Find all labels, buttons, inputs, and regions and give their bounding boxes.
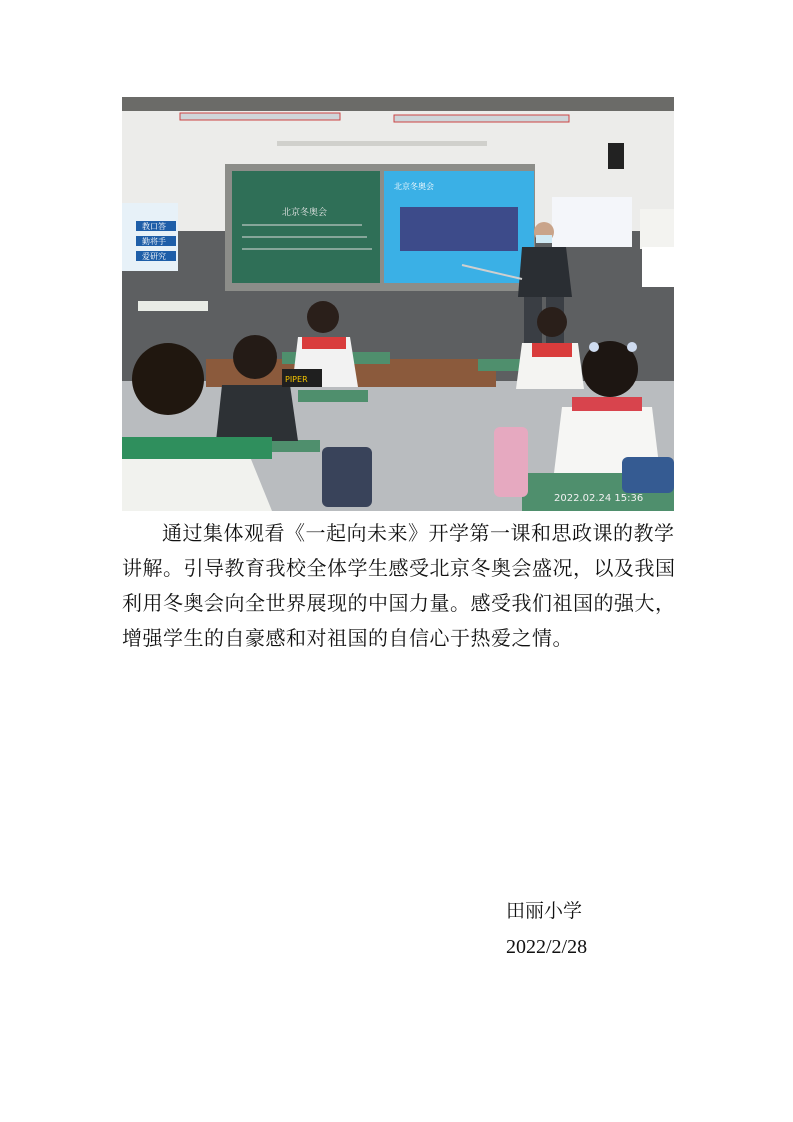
wall-sign-2: 勤将手 xyxy=(142,237,166,246)
wall-sign-3: 爱研究 xyxy=(142,252,166,261)
school-signature: 田丽小学 xyxy=(506,900,583,922)
classroom-photo-illustration xyxy=(122,97,674,511)
article-paragraph: 通过集体观看《一起向未来》开学第一课和思政课的教学讲解。引导教育我校全体学生感受北京冬奥会盛况，以及我国利用冬奥会向全世界展现的中国力量。感受我们祖国的强大，增强学生的自豪感和对祖国的自信心于热爱之情。 xyxy=(122,521,676,650)
screen-title: 北京冬奥会 xyxy=(394,182,434,191)
student-shirt-text: PIPER xyxy=(285,375,308,384)
wall-sign-1: 教口答 xyxy=(142,222,166,231)
document-date: 2022/2/28 xyxy=(506,936,588,958)
classroom-photo xyxy=(122,97,674,511)
photo-timestamp: 2022.02.24 15:36 xyxy=(554,493,644,504)
blackboard-title: 北京冬奥会 xyxy=(282,208,328,218)
